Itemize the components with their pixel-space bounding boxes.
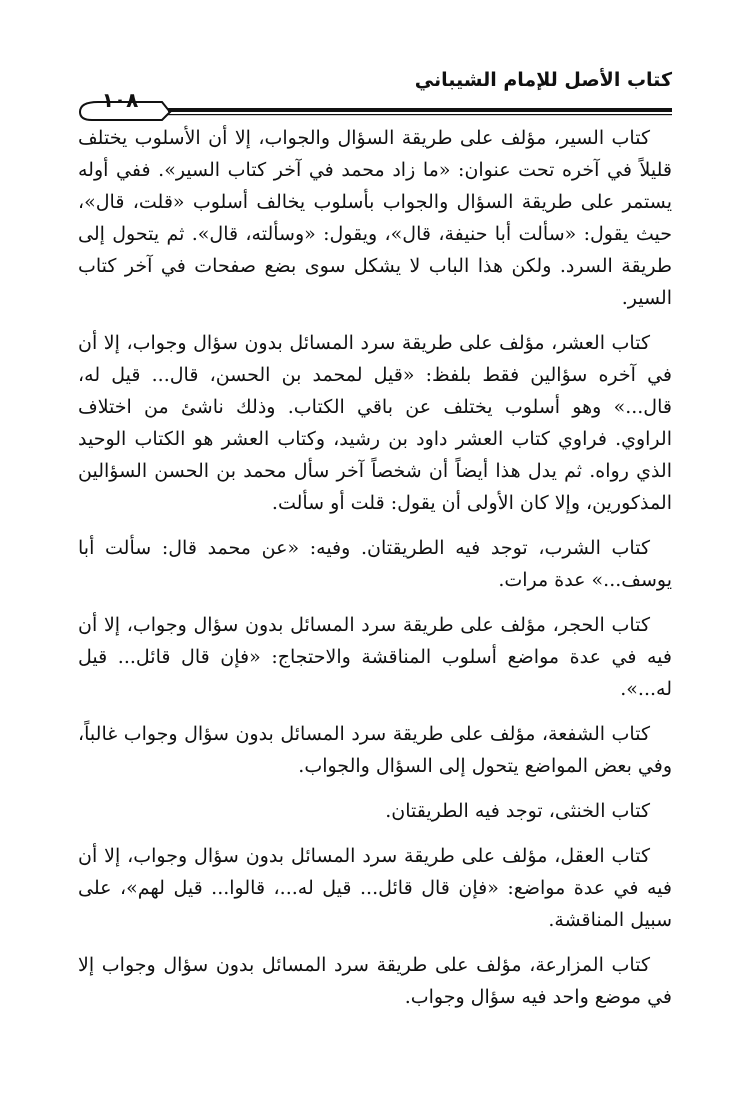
paragraph-kitab-al-siyar: كتاب السير، مؤلف على طريقة السؤال والجواب، إلا أن الأسلوب يختلف قليلاً في آخره تحت عنوان: «ما زاد محمد في آخر كتاب السير». ففي أوله يستمر على طريقة السؤال والجواب بأسلوب يخالف أسلوب «قلت، قال»، حيث يقول: «سألت أبا حنيفة، قال»، ويقول: «وسألته، قال». ثم يتحول إلى طريقة السرد. ولكن هذا الباب لا يشكل سوى بضع صفحات في آخر كتاب السير. xyxy=(78,127,672,309)
paragraph-kitab-al-shurb: كتاب الشرب، توجد فيه الطريقتان. وفيه: «عن محمد قال: سألت أبا يوسف...» عدة مرات. xyxy=(78,537,672,591)
header-rule-thick-line xyxy=(168,108,672,112)
page-number: ١٠٨ xyxy=(101,88,139,112)
paragraph-kitab-al-aql: كتاب العقل، مؤلف على طريقة سرد المسائل بدون سؤال وجواب، إلا أن فيه في عدة مواضع: «فإن قال قائل... قيل له...، قالوا... قيل لهم»، على سبيل المناقشة. xyxy=(78,845,672,931)
paragraph-kitab-al-shufa: كتاب الشفعة، مؤلف على طريقة سرد المسائل بدون سؤال وجواب غالباً، وفي بعض المواضع يتحول إلى السؤال والجواب. xyxy=(78,723,672,777)
header-rule xyxy=(78,98,672,122)
header-rule-thin-line xyxy=(168,114,672,115)
paragraph-kitab-al-hajr: كتاب الحجر، مؤلف على طريقة سرد المسائل بدون سؤال وجواب، إلا أن فيه في عدة مواضع أسلوب المناقشة والاحتجاج: «فإن قال قائل... قيل له...». xyxy=(78,614,672,700)
page-body xyxy=(78,122,672,1026)
running-header-title: كتاب الأصل للإمام الشيباني xyxy=(414,69,672,91)
paragraph-kitab-al-khuntha: كتاب الخنثى، توجد فيه الطريقتان. xyxy=(385,800,650,822)
paragraph-kitab-al-muzaraa: كتاب المزارعة، مؤلف على طريقة سرد المسائل بدون سؤال وجواب إلا في موضع واحد فيه سؤال وجواب. xyxy=(78,954,672,1008)
paragraph-kitab-al-ushr: كتاب العشر، مؤلف على طريقة سرد المسائل بدون سؤال وجواب، إلا أن في آخره سؤالين فقط بلفظ: «قيل لمحمد بن الحسن، قال... قيل له، قال...» وهو أسلوب يختلف عن باقي الكتاب. وذلك ناشئ من اختلاف الراوي. فراوي كتاب العشر داود بن رشيد، وكتاب العشر هو الكتاب الوحيد الذي رواه. ثم يدل هذا أيضاً أن شخصاً آخر سأل محمد بن الحسن السؤالين المذكورين، وإلا كان الأولى أن يقول: قلت أو سألت. xyxy=(78,332,672,514)
